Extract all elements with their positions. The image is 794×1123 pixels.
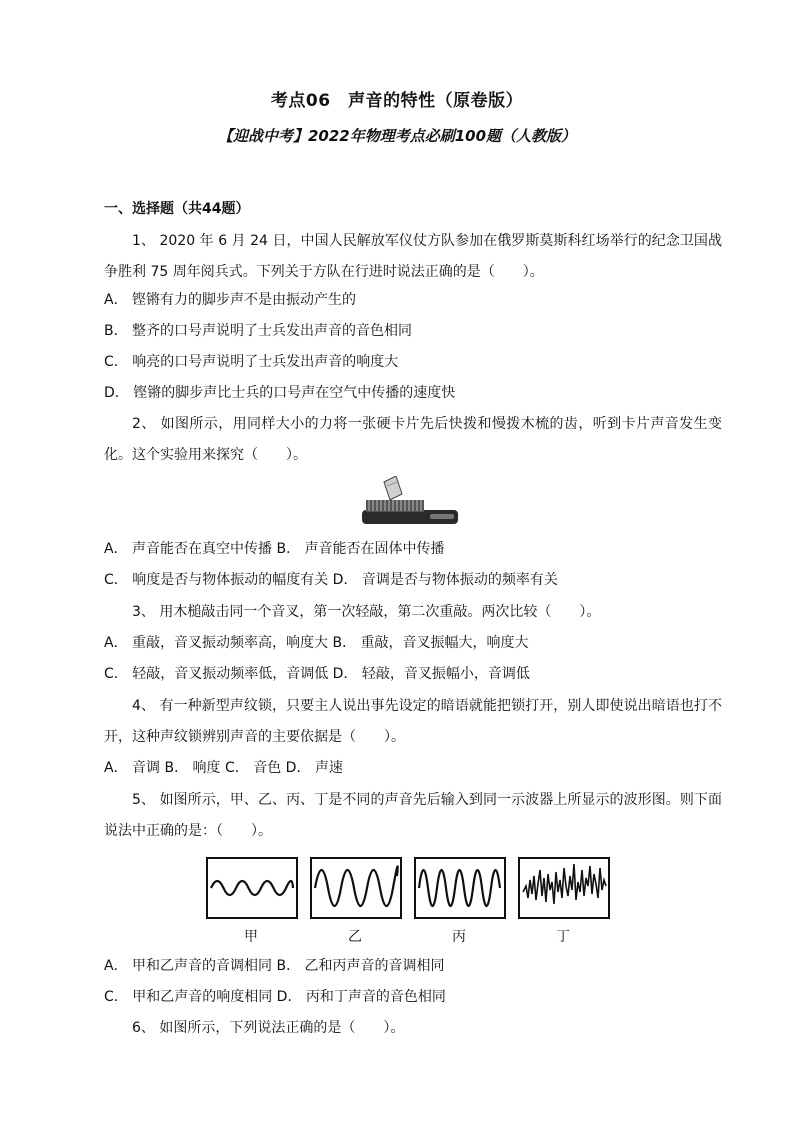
q5-option-ab: A． 甲和乙声音的音调相同 B． 乙和丙声音的音调相同 bbox=[104, 958, 445, 974]
q1-option-a: A． 铿锵有力的脚步声不是由振动产生的 bbox=[104, 292, 357, 308]
comb-icon bbox=[362, 500, 458, 524]
question-3-text: 用木槌敲击同一个音叉，第一次轻敲，第二次重敲。两次比较（ ）。 bbox=[159, 604, 601, 620]
q1-option-d: D． 铿锵的脚步声比士兵的口号声在空气中传播的速度快 bbox=[104, 385, 456, 401]
q5-option-cd: C． 甲和乙声音的响度相同 D． 丙和丁声音的音色相同 bbox=[104, 989, 446, 1005]
page-title: 考点06 声音的特性（原卷版） bbox=[270, 91, 524, 111]
question-4-number: 4、 bbox=[132, 698, 156, 714]
q1-option-c: C． 响亮的口号声说明了士兵发出声音的响度大 bbox=[104, 354, 399, 370]
card-icon bbox=[384, 476, 402, 500]
wave-label-bing: 丙 bbox=[452, 929, 466, 945]
question-5 bbox=[104, 785, 722, 847]
question-3 bbox=[104, 597, 722, 628]
wave-label-ding: 丁 bbox=[556, 929, 570, 945]
question-4-text: 有一种新型声纹锁，只要主人说出事先设定的暗语就能把锁打开，别人即使说出暗语也打不开，这种声纹锁辨别声音的主要依据是（ ）。 bbox=[104, 698, 722, 745]
question-4 bbox=[104, 691, 722, 753]
q4-options: A． 音调 B． 响度 C． 音色 D． 声速 bbox=[104, 760, 343, 776]
question-1-text: 2020 年 6 月 24 日，中国人民解放军仪仗方队参加在俄罗斯莫斯科红场举行的纪念卫国战争胜利 75 周年阅兵式。下列关于方队在行进时说法正确的是（ ）。 bbox=[104, 233, 722, 280]
q3-option-ab: A． 重敲，音叉振动频率高，响度大 B． 重敲，音叉振幅大，响度大 bbox=[104, 635, 529, 651]
comb-card-figure bbox=[360, 476, 460, 528]
waveform-bing bbox=[415, 858, 505, 918]
q3-option-cd: C． 轻敲，音叉振动频率低，音调低 D． 轻敲，音叉振幅小，音调低 bbox=[104, 666, 530, 682]
q2-option-cd: C． 响度是否与物体振动的幅度有关 D． 音调是否与物体振动的频率有关 bbox=[104, 572, 558, 588]
question-6-number: 6、 bbox=[132, 1020, 155, 1036]
question-2-text: 如图所示，用同样大小的力将一张硬卡片先后快拨和慢拨木梳的齿，听到卡片声音发生变化。这个实验用来探究（ ）。 bbox=[104, 416, 722, 463]
question-1-number: 1、 bbox=[132, 233, 156, 249]
waveform-jia bbox=[207, 858, 297, 918]
page-subtitle: 【迎战中考】2022年物理考点必刷100题（人教版） bbox=[217, 127, 577, 145]
wave-label-yi: 乙 bbox=[348, 929, 362, 945]
question-5-text: 如图所示，甲、乙、丙、丁是不同的声音先后输入到同一示波器上所显示的波形图。则下面说法中正确的是：（ ）。 bbox=[104, 792, 722, 839]
question-6-text: 如图所示，下列说法正确的是（ ）。 bbox=[159, 1020, 405, 1036]
question-6 bbox=[104, 1013, 722, 1044]
question-1 bbox=[104, 226, 722, 288]
waveform-yi bbox=[311, 858, 401, 918]
waveform-figure bbox=[205, 856, 610, 920]
waveform-ding bbox=[519, 858, 609, 918]
question-3-number: 3、 bbox=[132, 604, 155, 620]
question-2 bbox=[104, 409, 722, 471]
q2-option-ab: A． 声音能否在真空中传播 B． 声音能否在固体中传播 bbox=[104, 541, 445, 557]
question-5-number: 5、 bbox=[132, 792, 156, 808]
question-2-number: 2、 bbox=[132, 416, 156, 432]
section-title: 一、选择题（共44题） bbox=[104, 201, 250, 217]
q1-option-b: B． 整齐的口号声说明了士兵发出声音的音色相同 bbox=[104, 323, 413, 339]
wave-label-jia: 甲 bbox=[244, 929, 258, 945]
